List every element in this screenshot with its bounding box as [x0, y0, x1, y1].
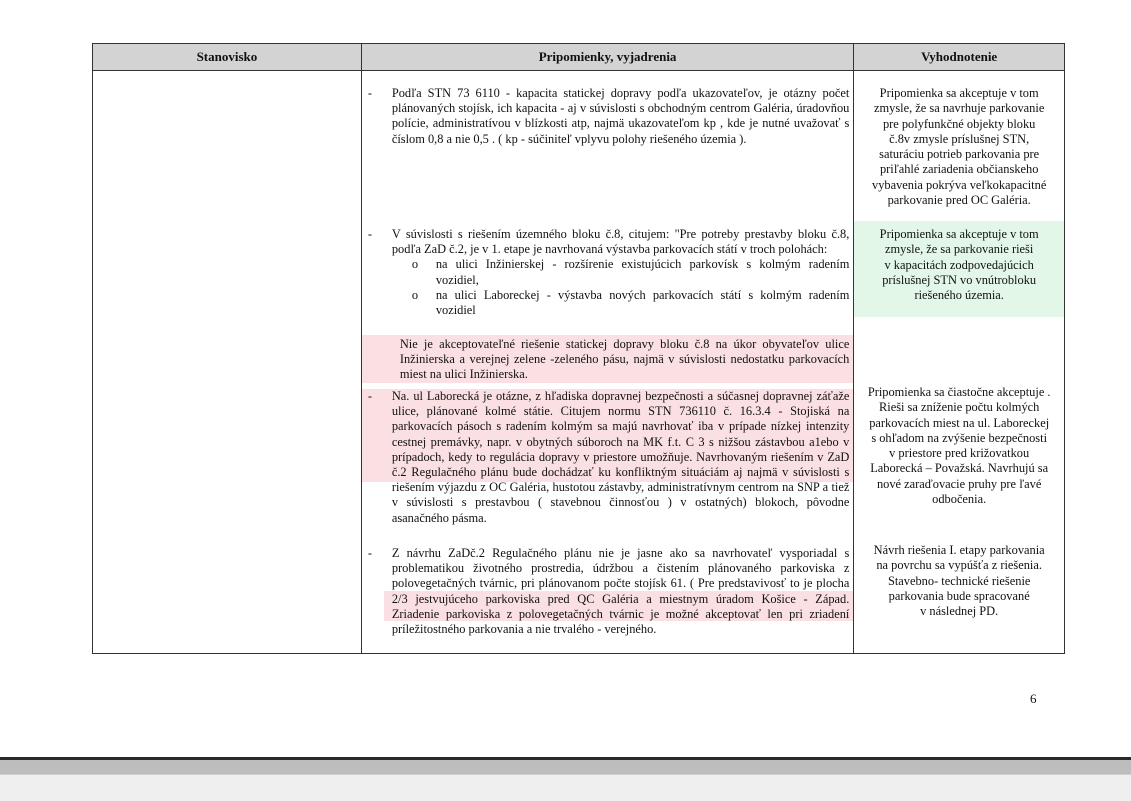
evaluation-line: č.8v zmysle príslušnej STN, — [889, 131, 1030, 146]
comment-1: - Podľa STN 73 6110 - kapacita statickej dopravy podľa ukazovateľov, je otázny počet plánovaných stojísk, ich kapacita - aj v súvislosti s obchodným centrom Galéria, úradovňou polície, administratívou v blízkosti atp, najmä ukazovateľom kp , kde je nutné uvažovať s číslom 0,8 a nie 0,5 . ( kp - súčiniteľ vplyvu polohy riešeného územia ). — [367, 86, 850, 146]
comments-table — [92, 43, 1065, 654]
evaluation-line: Pripomienka sa akceptuje v tom — [879, 86, 1039, 100]
header-stanovisko: Stanovisko — [93, 44, 362, 71]
page-number: 6 — [1030, 691, 1037, 706]
evaluation-2 — [854, 221, 1064, 317]
evaluation-line: Laborecká – Považská. Navrhujú sa — [870, 461, 1049, 476]
evaluation-line: na povrchu sa vypúšťa z riešenia. — [876, 558, 1042, 573]
evaluation-line: nové zaraďovacie pruhy pre ľavé — [876, 476, 1042, 491]
viewer-scroll-track[interactable] — [0, 760, 1131, 774]
evaluation-line: parkovania bude spracované — [888, 588, 1030, 603]
evaluation-line: odbočenia. — [932, 492, 987, 507]
evaluation-line: saturáciu potrieb parkovania pre — [879, 147, 1040, 162]
evaluation-line: v kapacitách zodpovedajúcich — [884, 257, 1034, 272]
viewer-status-bar — [0, 774, 1131, 801]
evaluation-line: zmysle, že sa parkovanie rieši — [885, 242, 1034, 257]
comment-2-subitem-2: o na ulici Laboreckej - výstavba nových parkovacích státí s kolmým radením vozidiel — [411, 287, 850, 318]
evaluation-line: Stavebno- technické riešenie — [887, 573, 1031, 588]
evaluation-line: Rieši sa zníženie počtu kolmých — [878, 400, 1040, 415]
header-pripomienky: Pripomienky, vyjadrenia — [361, 44, 854, 71]
pripomienky-cell — [361, 71, 854, 654]
evaluation-line: zmysle, že sa navrhuje parkovanie — [874, 101, 1045, 116]
evaluation-line: parkovanie pred OC Galéria. — [887, 193, 1031, 208]
comment-2-subitem-1: o na ulici Inžinierskej - rozšírenie existujúcich parkovísk s kolmým radením vozidiel, — [411, 257, 850, 287]
evaluation-line: riešeného územia. — [914, 288, 1004, 303]
evaluation-4 — [854, 543, 1064, 619]
evaluation-line: Pripomienka sa čiastočne akceptuje . — [867, 385, 1051, 399]
evaluation-line: Návrh riešenia I. etapy parkovania — [873, 543, 1045, 557]
comment-3: - Na. ul Laborecká je otázne, z hľadiska dopravnej bezpečnosti a súčasnej dopravnej záťaže ulice, plánované kolmé státie. Citujem normu STN 736110 č. 16.3.4 - Stojiská na parkovacích pásoch s radením kolmým sa majú navrhovať iba v prípade nízkej intenzity cestnej premávky, napr. v obytných súboroch na MK f.t. C 3 s nižšou zástavbou a1ebo v prípadoch, kedy to regulácia dopravy v priestore umožňuje. Navrhovaným riešením v ZaD č.2 Regulačného plánu bude dochádzať ku konfliktným situáciám aj najmä v súvislosti s riešením výjazdu z OC Galéria, hustotou zástavby, administratívnym centrom na SNP a tiež v súvislosti s prestavbou ( stavebnou činnosťou ) v ostatných) blokoch, pôvodne asanačného pásma. — [362, 389, 854, 526]
evaluation-line: s ohľadom na zvýšenie bezpečnosti — [871, 430, 1048, 445]
evaluation-3 — [854, 385, 1064, 507]
comment-2-note: Nie je akceptovateľné riešenie statickej dopravy bloku č.8 na úkor obyvateľov ulice Inžinierska a verejnej zelene -zeleného pásu, najmä v súvislosti nedostatku parkovacích miest na ulici Inžinierska. — [362, 335, 854, 383]
evaluation-line: parkovacích miest na ul. Laboreckej — [869, 415, 1050, 430]
comment-2: - V súvislosti s riešením územného bloku č.8, citujem: "Pre potreby prestavby bloku č.8, podľa ZaD č.2, je v 1. etape je navrhovaná výstavba parkovacích státí v troch polohách: o na ulici Inžinierskej - rozšírenie existujúcich parkovísk s kolmým radením vozidiel, o na ulici Laboreckej - výstavba nových parkovacích státí s kolmým radením vozidiel — [362, 227, 854, 318]
evaluation-line: pre polyfunkčné objekty bloku — [882, 116, 1036, 131]
comment-4: - Z návrhu ZaDč.2 Regulačného plánu nie je jasne ako sa navrhovateľ vysporiadal s problematikou životného prostredia, údržbou a čistením plánovaného parkoviska z polovegetačných tvárnic, pri plánovanom počte stojísk 61. ( Pre predstavivosť to je plocha 2/3 jestvujúceho parkoviska pred QC Galéria a miestnym úradom Košice - Západ. Zriadenie parkoviska z polovegetačných tvárnic je možné akceptovať len pri zriadení príležitostného parkovania a nie trvalého - verejného. — [362, 546, 854, 637]
evaluation-line: v priestore pred križovatkou — [889, 446, 1030, 461]
evaluation-line: Pripomienka sa akceptuje v tom — [879, 227, 1039, 241]
evaluation-line: priľahlé zariadenia občianskeho — [879, 162, 1039, 177]
evaluation-line: vybavenia pokrýva veľkokapacitné — [872, 177, 1047, 192]
header-vyhodnotenie: Vyhodnotenie — [854, 44, 1065, 71]
table-row — [93, 71, 1065, 654]
evaluation-1 — [854, 86, 1064, 208]
table-header-row — [93, 44, 1065, 71]
stanovisko-cell — [93, 71, 362, 654]
evaluation-line: príslušnej STN vo vnútrobloku — [882, 272, 1037, 287]
evaluation-line: v následnej PD. — [920, 604, 999, 619]
vyhodnotenie-cell — [854, 71, 1065, 654]
